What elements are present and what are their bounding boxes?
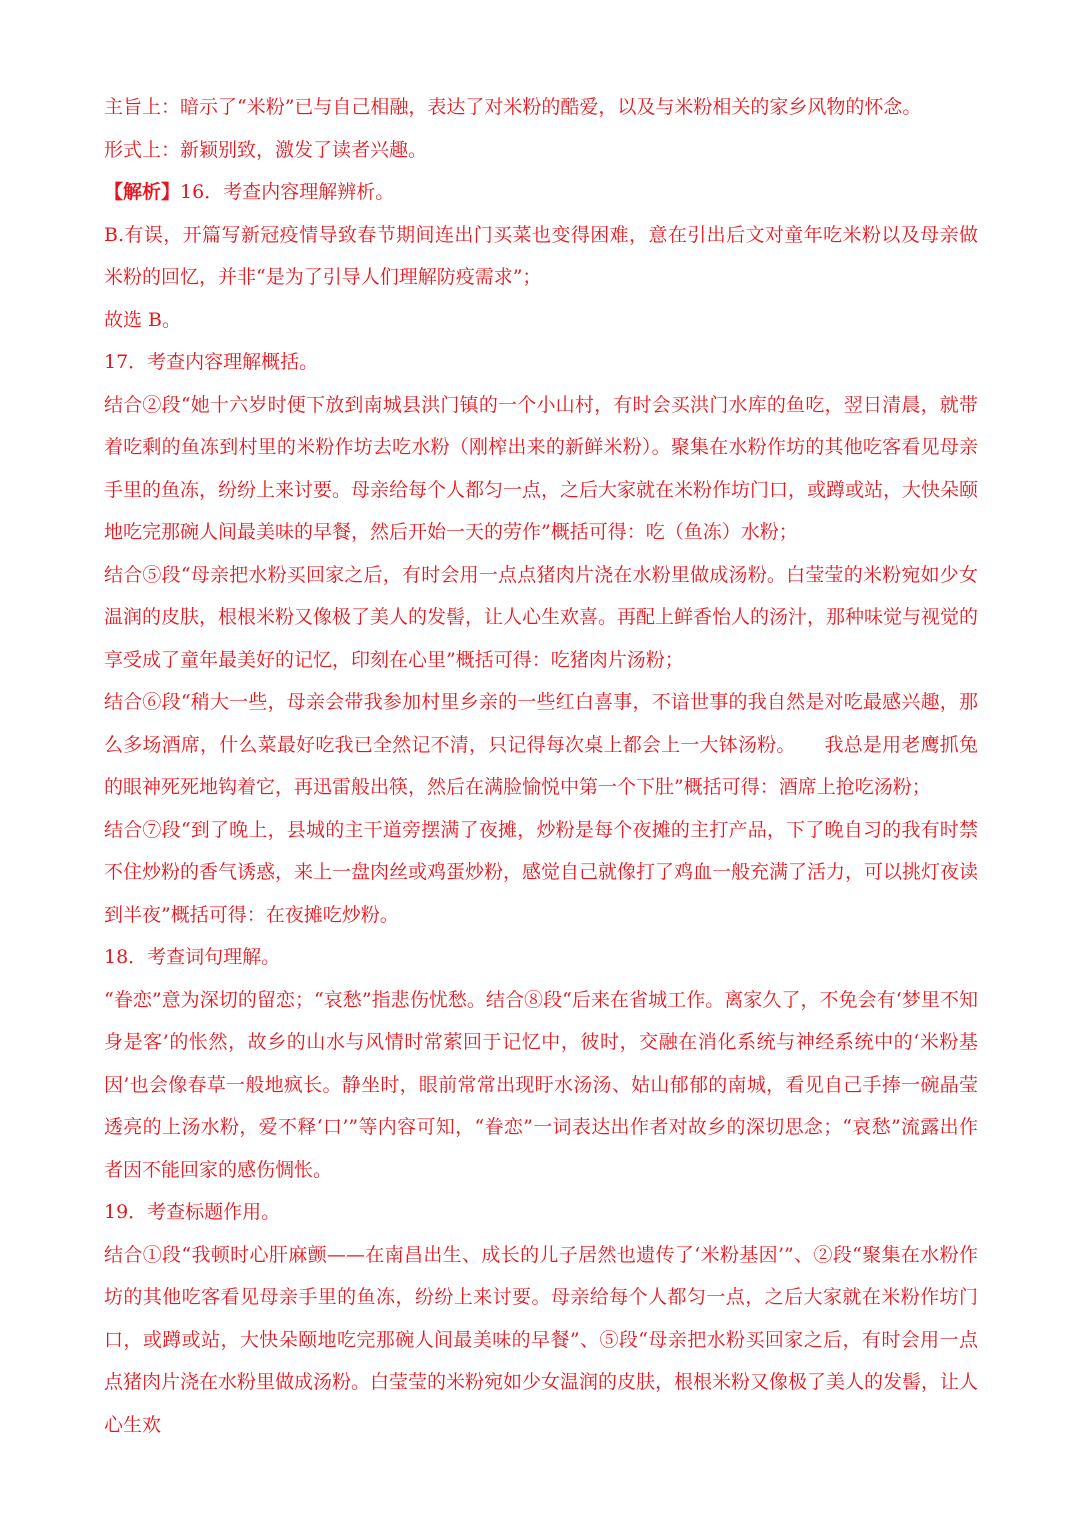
paragraph-text: 结合②段“她十六岁时便下放到南城县洪门镇的一个小山村，有时会买洪门水库的鱼吃，翌日清晨，就带着吃剩的鱼冻到村里的米粉作坊去吃水粉（刚榨出来的新鲜米粉）。聚集在水粉作坊的其他吃客看见母亲手里的鱼冻，纷纷上来讨要。母亲给每个人都匀一点，之后大家就在米粉作坊门口，或蹲或站，大快朵颐地吃完那碗人间最美味的早餐，然后开始一天的劳作”概括可得：吃（鱼冻）水粉；: [104, 393, 979, 543]
paragraph-answer-16: [104, 299, 978, 342]
paragraph-text: 形式上：新颖别致，激发了读者兴趣。: [104, 138, 428, 161]
paragraph-text: 16．考查内容理解辨析。: [180, 181, 395, 203]
paragraph-text: 结合⑤段“母亲把水粉买回家之后，有时会用一点点猪肉片浇在水粉里做成汤粉。白莹莹的米粉宛如少女温润的皮肤，根根米粉又像极了美人的发髻，让人心生欢喜。再配上鲜香怡人的汤汁，那种味觉与视觉的享受成了童年最美好的记忆，印刻在心里”概括可得：吃猪肉片汤粉；: [104, 563, 979, 671]
paragraph-text: “眷恋”意为深切的留恋；“哀愁”指悲伤忧愁。结合⑧段“后来在省城工作。离家久了，不免会有‘梦里不知身是客’的怅然，故乡的山水与风情时常萦回于记忆中，彼时，交融在消化系统与神经系统中的‘米粉基因’也会像春草一般地疯长。静坐时，眼前常常出现盱水汤汤、姑山郁郁的南城，看见自己手捧一碗晶莹透亮的上汤水粉，爱不释‘口’”等内容可知，“眷恋”一词表达出作者对故乡的深切思念；“哀愁”流露出作者因不能回家的感伤惆怅。: [104, 988, 978, 1181]
paragraph-heading-17: [104, 341, 978, 384]
paragraph-text: 结合①段“我顿时心肝麻颤——在南昌出生、成长的儿子居然也遗传了‘米粉基因’”、②段“聚集在水粉作坊的其他吃客看见母亲手里的鱼冻，纷纷上来讨要。母亲给每个人都匀一点，之后大家就在米粉作坊门口，或蹲或站，大快朵颐地吃完那碗人间最美味的早餐”、⑤段“母亲把水粉买回家之后，有时会用一点点猪肉片浇在水粉里做成汤粉。白莹莹的米粉宛如少女温润的皮肤，根根米粉又像极了美人的发髻，让人心生欢: [104, 1243, 979, 1436]
paragraph-text: B.有误，开篇写新冠疫情导致春节期间连出门买菜也变得困难，意在引出后文对童年吃米粉以及母亲做米粉的回忆，并非“是为了引导人们理解防疫需求”；: [104, 223, 978, 288]
paragraph-19-body: [104, 1234, 978, 1447]
paragraph-heading-19: [104, 1191, 978, 1234]
paragraph-theme: [104, 86, 978, 129]
answer-analysis-text: [104, 86, 978, 1446]
paragraph-text: 17．考查内容理解概括。: [104, 351, 319, 373]
paragraph-18-body: [104, 979, 978, 1192]
paragraph-analysis-16: [104, 171, 978, 214]
paragraph-17-section-5: [104, 554, 978, 682]
paragraph-form: [104, 129, 978, 172]
paragraph-text: 结合⑦段“到了晚上，县城的主干道旁摆满了夜摊，炒粉是每个夜摊的主打产品，下了晚自习的我有时禁不住炒粉的香气诱惑，来上一盘肉丝或鸡蛋炒粉，感觉自己就像打了鸡血一般充满了活力，可以挑灯夜读到半夜”概括可得：在夜摊吃炒粉。: [104, 818, 979, 926]
paragraph-17-section-7: [104, 809, 978, 937]
paragraph-text: 19．考查标题作用。: [104, 1201, 281, 1223]
analysis-label: 【解析】: [104, 181, 181, 203]
paragraph-text: 故选 B。: [104, 308, 182, 331]
paragraph-text: 18．考查词句理解。: [104, 946, 281, 968]
paragraph-option-b: [104, 214, 978, 299]
paragraph-text: 主旨上：暗示了“米粉”已与自己相融，表达了对米粉的酷爱，以及与米粉相关的家乡风物的怀念。: [104, 96, 922, 118]
paragraph-17-section-6: [104, 681, 978, 809]
paragraph-17-section-2: [104, 384, 978, 554]
paragraph-heading-18: [104, 936, 978, 979]
paragraph-text: 结合⑥段“稍大一些，母亲会带我参加村里乡亲的一些红白喜事，不谙世事的我自然是对吃最感兴趣，那么多场酒席，什么菜最好吃我已全然记不清，只记得每次桌上都会上一大钵汤粉。 我总是用老鹰抓兔的眼神死死地钩着它，再迅雷般出筷，然后在满脸愉悦中第一个下肚”概括可得：酒席上抢吃汤粉；: [104, 691, 978, 798]
